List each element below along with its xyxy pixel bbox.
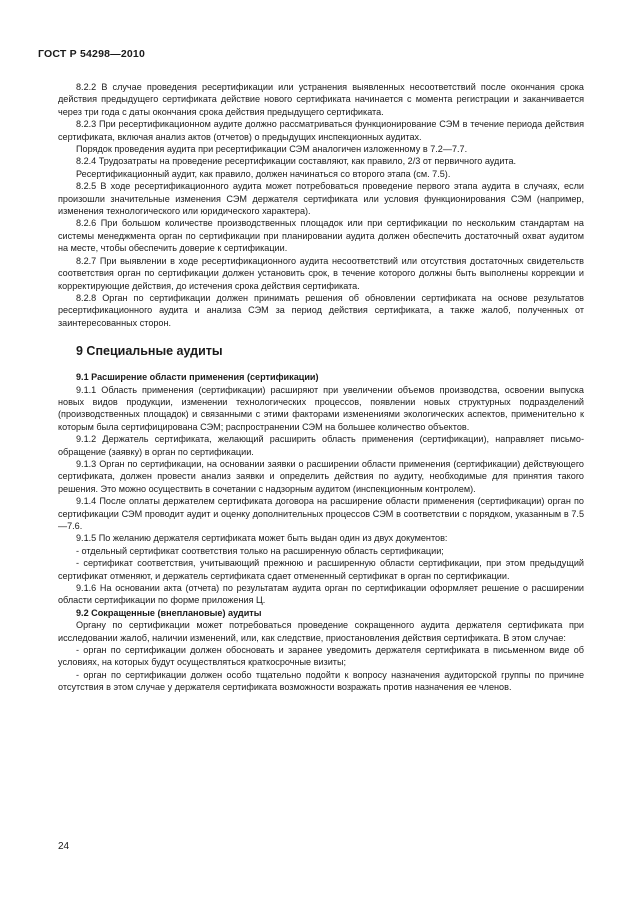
list-item-notify-holder: - орган по сертификации должен обосновать и заранее уведомить держателя сертификата в письменном виде об условиях, на которых будут осуществляться краткосрочные визиты; (58, 645, 584, 668)
list-item-combined-certificate: - сертификат соответствия, учитывающий прежнюю и расширенную области сертификации, при этом предыдущий сертификат отменяют, и держатель сертификата сдает отмененный сертификат в орган по сертификации. (58, 558, 584, 581)
subsection-9-1-title: 9.1 Расширение области применения (сертификации) (76, 372, 319, 383)
list-item-audit-team: - орган по сертификации должен особо тщательно подойти к вопросу назначения аудиторской группы по причине отсутствия в этом случае у держателя сертификата возможности возражать против назначения ее членов. (58, 669, 584, 693)
paragraph-9-1-1: 9.1.1 Область применения (сертификации) расширяют при увеличении объемов производства, освоении выпуска новых видов продукции, изменении технологических процессов, появлении новых структурных подразделений (производственных площадок) и связанными с этими факторами изменениями экологических аспектов, применительно к которым была сертифицирована СЭМ; распространении СЭМ на большее количество объектов. (58, 384, 584, 432)
list-item-separate-certificate: - отдельный сертификат соответствия только на расширенную область сертификации; (76, 545, 444, 556)
paragraph-8-2-8: 8.2.8 Орган по сертификации должен принимать решения об обновлении сертификата на основе результатов ресертификационного аудита и анализа СЭМ за период действия сертификата, а также жалоб, полученных от заинтересованных сторон. (58, 292, 584, 328)
paragraph-9-1-4: 9.1.4 После оплаты держателем сертификата договора на расширение области применения (сертификации) орган по сертификации СЭМ проводит аудит и оценку дополнительных процессов СЭМ в соответствии с порядком, указанным в 7.5—7.6. (58, 496, 584, 531)
paragraph-recert-start: Ресертификационный аудит, как правило, должен начинаться со второго этапа (см. 7.5). (76, 168, 451, 179)
paragraph-9-1-6: 9.1.6 На основании акта (отчета) по результатам аудита орган по сертификации оформляет решение о расширении области сертификации по форме приложения Ц. (58, 583, 584, 606)
paragraph-9-1-2: 9.1.2 Держатель сертификата, желающий расширить область применения (сертификации), направляет письмо-обращение (заявку) в орган по сертификации. (58, 434, 584, 457)
paragraph-procedure: Порядок проведения аудита при ресертификации СЭМ аналогичен изложенному в 7.2—7.7. (76, 144, 468, 155)
page-number: 24 (58, 841, 70, 852)
document-header: ГОСТ Р 54298—2010 (38, 48, 146, 60)
paragraph-8-2-6: 8.2.6 При большом количестве производственных площадок или при сертификации по нескольким стандартам на системы менеджмента орган по сертификации при планировании аудита должен обеспечить достаточный охват аудитом на месте, чтобы обеспечить доверие к сертификации. (58, 218, 584, 254)
paragraph-8-2-2: 8.2.2 В случае проведения ресертификации или устранения выявленных несоответствий после окончания срока действия предыдущего сертификата действие нового сертификата начинается с момента регистрации и заканчивается через три года с даты окончания срока действия предыдущего сертификата. (58, 82, 584, 117)
paragraph-8-2-4: 8.2.4 Трудозатраты на проведение ресертификации составляют, как правило, 2/3 от первичного аудита. (76, 156, 517, 167)
section-9-title: 9 Специальные аудиты (76, 344, 223, 359)
paragraph-9-1-5: 9.1.5 По желанию держателя сертификата может быть выдан один из двух документов: (76, 533, 448, 544)
paragraph-8-2-7: 8.2.7 При выявлении в ходе ресертификационного аудита несоответствий или отсутствия достаточных свидетельств соответствия орган по сертификации должен установить срок, в течение которого должны быть выполнены коррекции и корректирующие действия, до истечения срока действия сертификата. (58, 255, 584, 291)
paragraph-8-2-5: 8.2.5 В ходе ресертификационного аудита может потребоваться проведение первого этапа аудита в случаях, если произошли значительные изменения СЭМ держателя сертификата или условия функционирования СЭМ (например, изменения технологического или юридического характера). (58, 181, 584, 217)
subsection-9-2-title: 9.2 Сокращенные (внеплановые) аудиты (76, 607, 262, 618)
paragraph-8-2-3: 8.2.3 При ресертификационном аудите должно рассматриваться функционирование СЭМ в течение периода действия сертификата, включая анализ актов (отчетов) о предыдущих инспекционных аудитах. (58, 119, 584, 142)
paragraph-9-1-3: 9.1.3 Орган по сертификации, на основании заявки о расширении области применения (сертификации) действующего сертификата, должен провести анализ заявки и определить действия по аудиту, необходимые для принятия такого решения. Это можно осуществить в сочетании с надзорным аудитом (инспекционным контролем). (58, 458, 584, 494)
paragraph-9-2-intro: Органу по сертификации может потребоваться проведение сокращенного аудита держателя сертификата при исследовании жалоб, наличии изменений, или, как следствие, приостановления действия сертификата. В этом случае: (58, 620, 584, 643)
document-body (58, 81, 584, 694)
